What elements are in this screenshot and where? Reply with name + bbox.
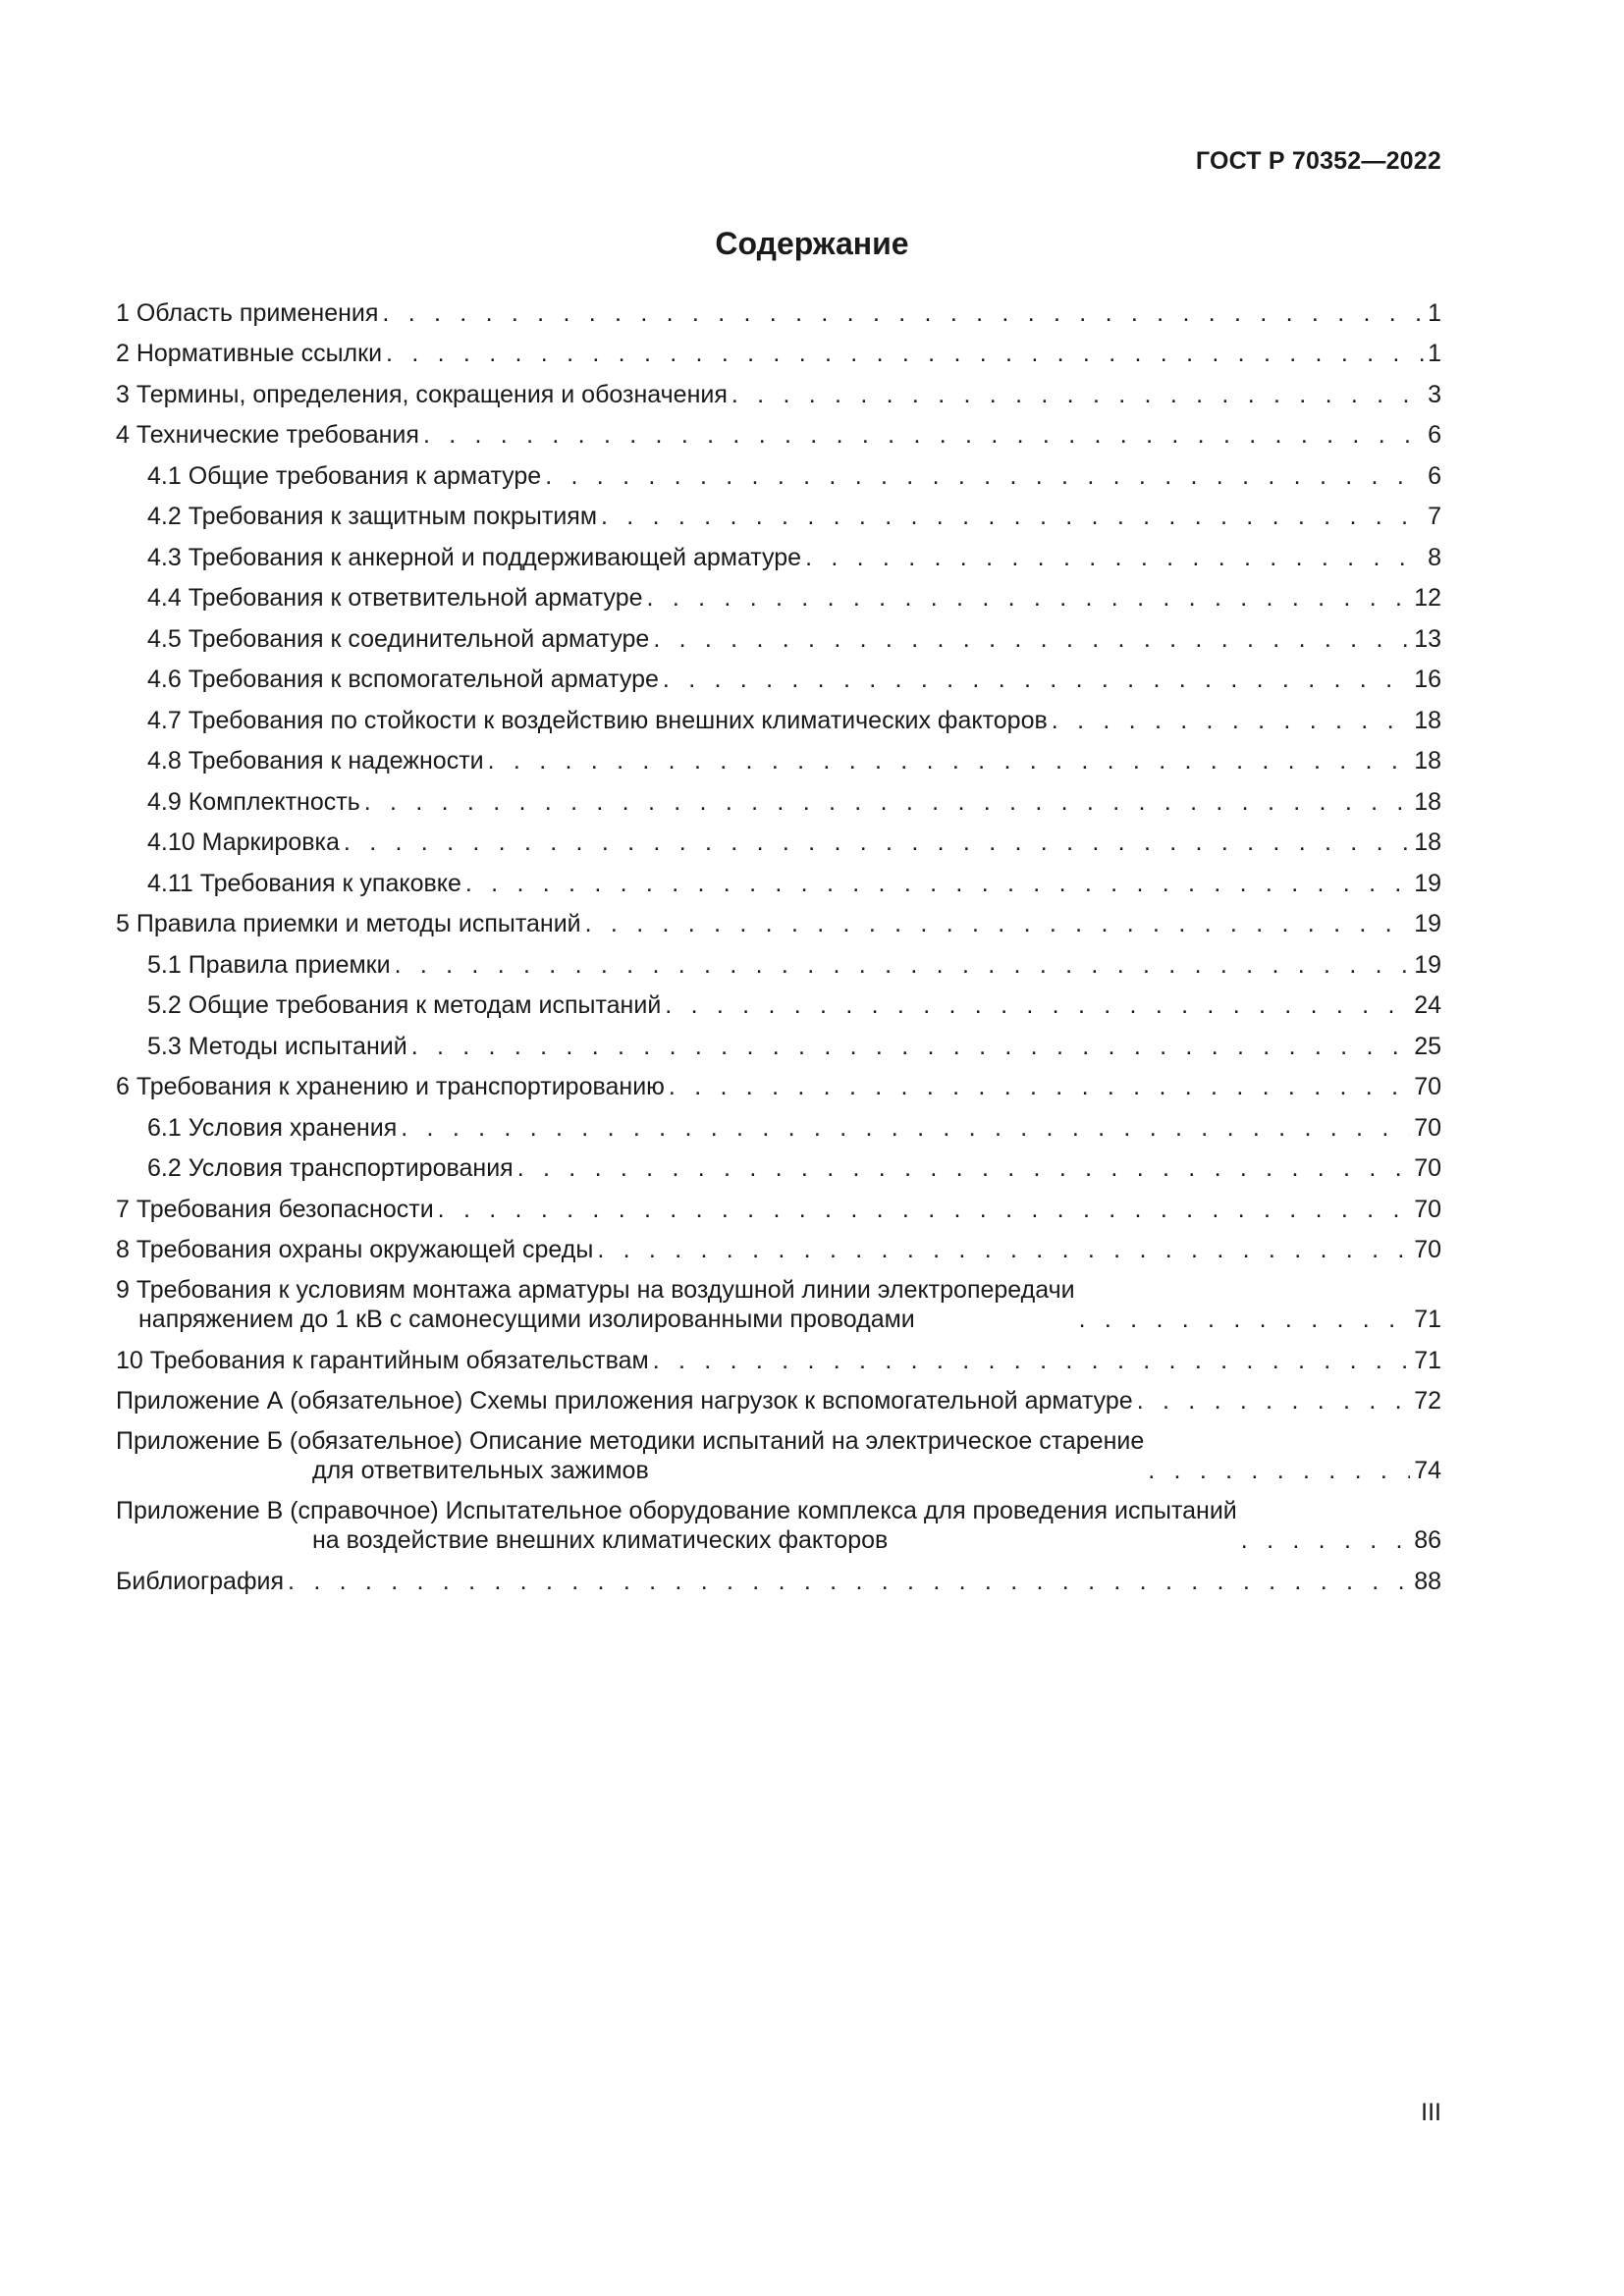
leader-dots: [665, 990, 1410, 1020]
leader-dots: [647, 583, 1411, 613]
toc-entry[interactable]: [116, 1061, 1441, 1102]
toc-entry-label: 4.9 Комплектность: [147, 787, 360, 816]
toc-entry-page: 13: [1414, 624, 1441, 653]
toc-entry-label: Приложение Б (обязательное) Описание методики испытаний на электрическое старение: [116, 1427, 1145, 1455]
toc-entry-label: 4.2 Требования к защитным покрытиям: [147, 503, 598, 530]
leader-dots: [1148, 1456, 1410, 1485]
leader-dots: [1137, 1386, 1410, 1415]
leader-dots: [423, 420, 1424, 450]
page-title: Содержание: [715, 226, 909, 261]
toc-entry-label: Приложение В (справочное) Испытательное оборудование комплекса для проведения испытаний: [116, 1497, 1237, 1524]
leader-dots: [344, 828, 1410, 857]
toc-entry-page: 70: [1414, 1195, 1441, 1223]
toc-entry-page: 7: [1428, 503, 1441, 530]
toc-subentry[interactable]: [116, 980, 1441, 1021]
toc-subentry[interactable]: [116, 1143, 1441, 1184]
toc-entry[interactable]: [116, 1264, 1441, 1334]
leader-dots: [488, 746, 1411, 775]
toc-entry-page: 70: [1414, 1073, 1441, 1100]
toc-entry-label: 1 Область применения: [116, 298, 379, 327]
toc-entry[interactable]: [116, 287, 1441, 328]
toc-entry-label: 4.6 Требования к вспомогательной арматуре: [147, 666, 659, 693]
toc-subentry[interactable]: [116, 491, 1441, 532]
toc-entry-label: 9 Требования к условиям монтажа арматуры на воздушной линии электропередачи: [116, 1276, 1075, 1304]
toc-entry-page: 70: [1414, 1236, 1441, 1263]
toc-subentry[interactable]: [116, 775, 1441, 817]
toc-subentry[interactable]: [116, 817, 1441, 858]
leader-dots: [1052, 706, 1410, 735]
toc-entry-page: 1: [1428, 298, 1441, 327]
leader-dots: [395, 950, 1411, 980]
toc-entry-label: 4.11 Требования к упаковке: [147, 869, 461, 897]
page-number: III: [1421, 2099, 1441, 2126]
toc-subentry[interactable]: [116, 613, 1441, 654]
toc-entry[interactable]: [116, 328, 1441, 369]
toc-entry-label: 6 Требования к хранению и транспортированию: [116, 1073, 665, 1100]
toc-subentry[interactable]: [116, 531, 1441, 572]
toc-entry-label: 6.1 Условия хранения: [147, 1113, 398, 1142]
leader-dots: [386, 339, 1424, 368]
leader-dots: [545, 461, 1424, 491]
toc-entry-label: Приложение А (обязательное) Схемы приложения нагрузок к вспомогательной арматуре: [116, 1387, 1133, 1415]
toc-entry-label: 4.4 Требования к ответвительной арматуре: [147, 584, 643, 612]
toc-subentry[interactable]: [116, 694, 1441, 735]
toc-entry-label: 4.1 Общие требования к арматуре: [147, 461, 542, 490]
toc-entry-page: 72: [1414, 1387, 1441, 1415]
toc-entry-label: 2 Нормативные ссылки: [116, 340, 383, 367]
toc-entry-label: 6.2 Условия транспортирования: [147, 1154, 514, 1182]
toc-entry[interactable]: [116, 1555, 1441, 1596]
toc-subentry[interactable]: [116, 654, 1441, 695]
toc-entry-label: 4.5 Требования к соединительной арматуре: [147, 624, 650, 653]
toc-subentry[interactable]: [116, 1020, 1441, 1061]
toc-entry[interactable]: [116, 368, 1441, 409]
leader-dots: [1079, 1305, 1411, 1334]
toc-entry-label: 5.1 Правила приемки: [147, 950, 391, 979]
toc-entry[interactable]: [116, 1334, 1441, 1375]
leader-dots: [517, 1153, 1410, 1183]
toc-appendix-entry[interactable]: [116, 1415, 1441, 1485]
toc-entry-page: 18: [1414, 747, 1441, 774]
leader-dots: [364, 787, 1410, 817]
toc-entry-label: 5 Правила приемки и методы испытаний: [116, 910, 581, 937]
toc-entry-page: 74: [1414, 1457, 1441, 1484]
toc-subentry[interactable]: [116, 450, 1441, 491]
toc-entry-page: 19: [1414, 869, 1441, 897]
toc-subentry[interactable]: [116, 572, 1441, 614]
toc-entry-page: 86: [1414, 1526, 1441, 1554]
leader-dots: [601, 502, 1424, 531]
leader-dots: [1241, 1525, 1410, 1555]
toc-entry-page: 16: [1414, 666, 1441, 693]
toc-appendix-entry[interactable]: [116, 1375, 1441, 1416]
leader-dots: [288, 1567, 1410, 1596]
toc-entry-label: 4.7 Требования по стойкости к воздействию внешних климатических факторов: [147, 706, 1048, 734]
toc-entry-page: 18: [1414, 787, 1441, 816]
toc-entry-label-continuation: на воздействие внешних климатических факторов: [312, 1526, 889, 1554]
toc-entry-label: 3 Термины, определения, сокращения и обозначения: [116, 380, 728, 408]
leader-dots: [805, 543, 1424, 572]
toc-entry-label: 7 Требования безопасности: [116, 1195, 434, 1223]
leader-dots: [653, 1346, 1410, 1375]
toc-entry-label-continuation: для ответвительных зажимов: [312, 1457, 649, 1484]
toc-appendix-entry[interactable]: [116, 1485, 1441, 1555]
toc-entry-label-continuation: напряжением до 1 кВ с самонесущими изолированными проводами: [138, 1306, 915, 1333]
toc-entry-page: 19: [1414, 950, 1441, 979]
toc-entry-label: 5.2 Общие требования к методам испытаний: [147, 991, 662, 1019]
toc-entry-page: 8: [1428, 543, 1441, 571]
toc-entry-page: 6: [1428, 421, 1441, 449]
toc-entry-label: 8 Требования охраны окружающей среды: [116, 1236, 594, 1263]
toc-entry-page: 24: [1414, 991, 1441, 1019]
toc-entry[interactable]: [116, 898, 1441, 939]
toc-subentry[interactable]: [116, 735, 1441, 776]
toc-entry-label: 5.3 Методы испытаний: [147, 1032, 407, 1060]
leader-dots: [438, 1195, 1411, 1224]
toc-entry-page: 6: [1428, 461, 1441, 490]
toc-entry-page: 19: [1414, 910, 1441, 937]
toc-entry-page: 71: [1414, 1346, 1441, 1374]
toc-entry[interactable]: [116, 1224, 1441, 1265]
toc-entry[interactable]: [116, 1183, 1441, 1224]
toc-entry-page: 3: [1428, 380, 1441, 408]
leader-dots: [585, 909, 1411, 938]
leader-dots: [401, 1113, 1410, 1143]
toc-entry-page: 88: [1414, 1567, 1441, 1595]
toc-entry-label: 10 Требования к гарантийным обязательствам: [116, 1346, 649, 1374]
toc-entry-page: 70: [1414, 1113, 1441, 1142]
toc-entry-page: 1: [1428, 340, 1441, 367]
leader-dots: [411, 1032, 1411, 1061]
toc-entry-label: 4 Технические требования: [116, 421, 419, 449]
leader-dots: [597, 1235, 1410, 1264]
toc-entry-page: 25: [1414, 1032, 1441, 1060]
toc-entry-page: 18: [1414, 706, 1441, 734]
toc-entry-label: 4.3 Требования к анкерной и поддерживающей арматуре: [147, 543, 802, 571]
document-code: ГОСТ Р 70352—2022: [1195, 147, 1441, 175]
toc-entry-page: 12: [1414, 584, 1441, 612]
toc-entry[interactable]: [116, 409, 1441, 451]
toc-subentry[interactable]: [116, 857, 1441, 898]
toc-entry-label: 4.8 Требования к надежности: [147, 747, 484, 774]
toc-entry-page: 18: [1414, 828, 1441, 856]
toc-entry-page: 70: [1414, 1154, 1441, 1182]
toc-entry-label: Библиография: [116, 1567, 285, 1595]
toc-entry-label: 4.10 Маркировка: [147, 828, 340, 856]
toc-entry-page: 71: [1414, 1306, 1441, 1333]
leader-dots: [465, 869, 1410, 898]
leader-dots: [382, 298, 1424, 328]
toc-subentry[interactable]: [116, 1101, 1441, 1143]
leader-dots: [653, 624, 1410, 654]
leader-dots: [731, 380, 1424, 409]
table-of-contents: [116, 287, 1441, 1596]
leader-dots: [663, 665, 1410, 694]
leader-dots: [669, 1072, 1410, 1101]
toc-subentry[interactable]: [116, 938, 1441, 980]
